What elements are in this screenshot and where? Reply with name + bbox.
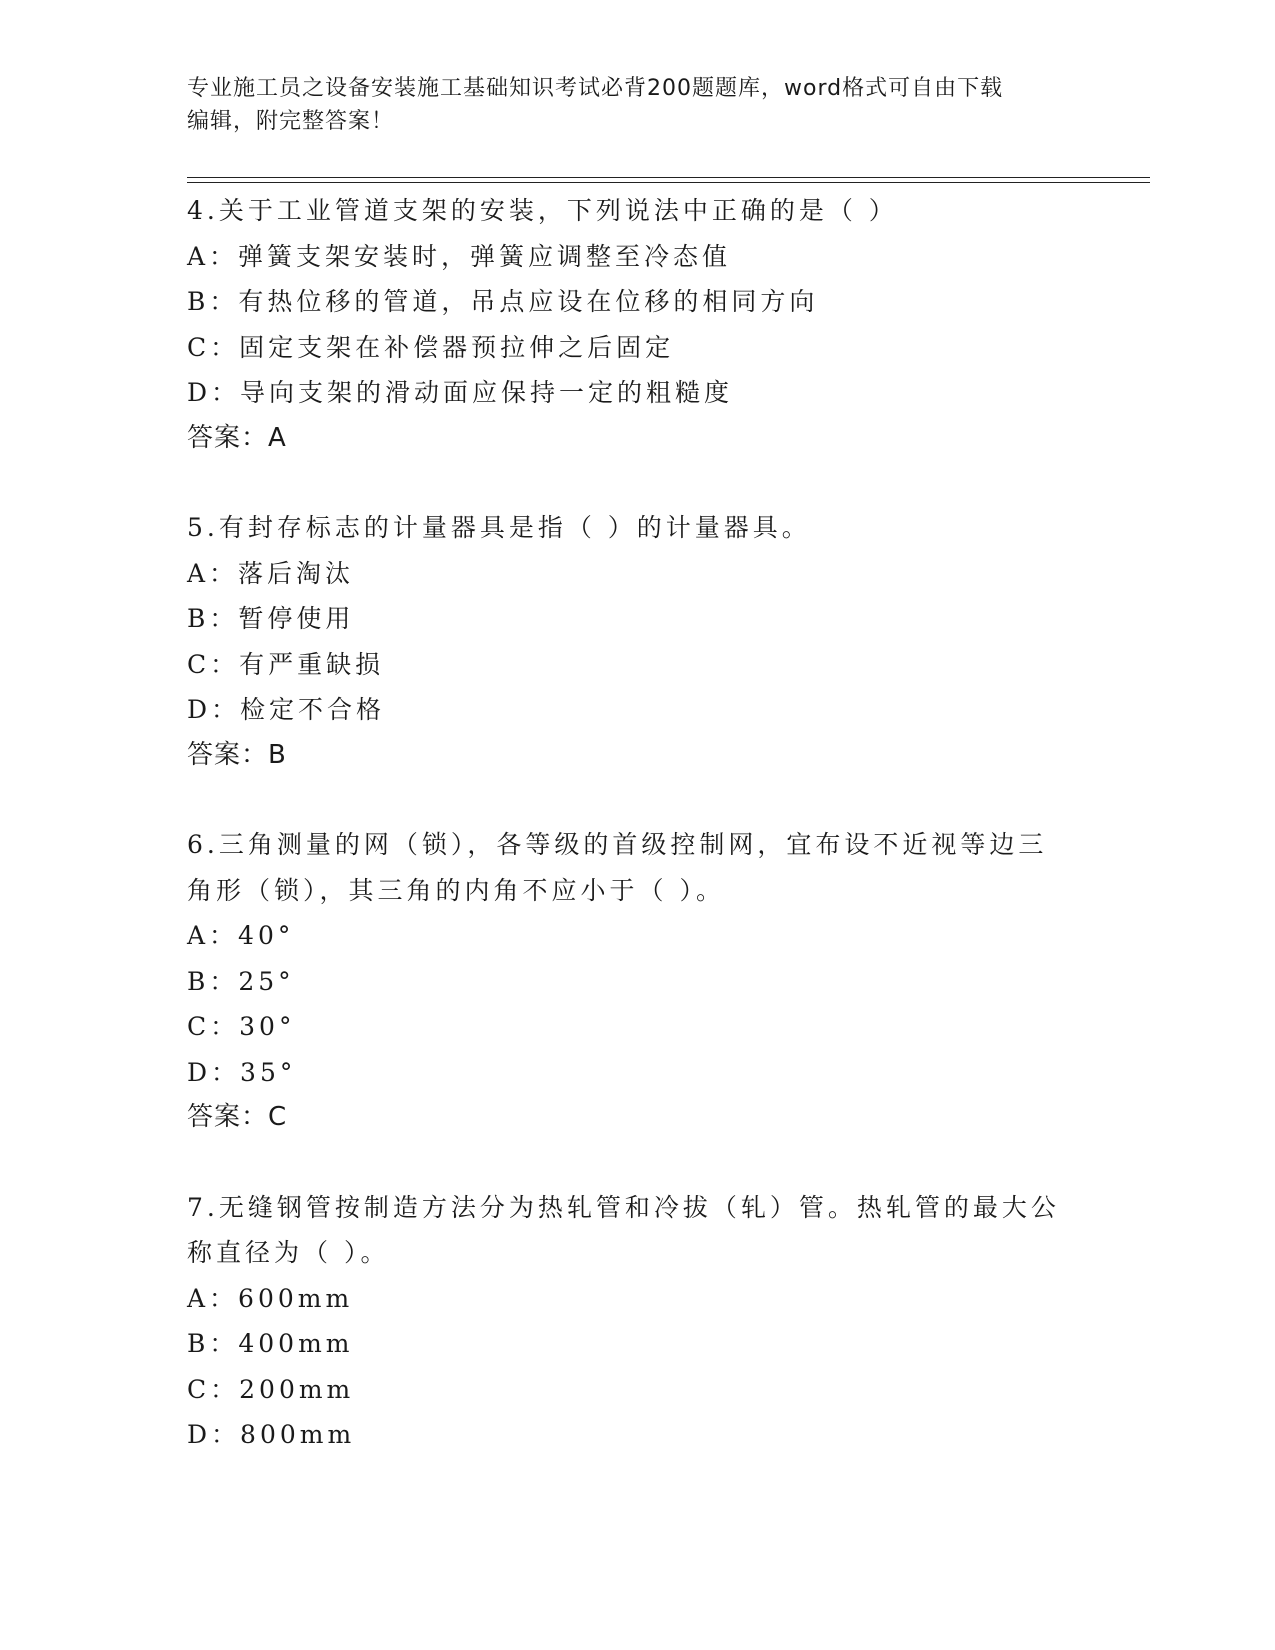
option-a: A：落后淘汰 bbox=[187, 558, 355, 588]
question-stem: 6.三角测量的网（锁），各等级的首级控制网，宜布设不近视等边三 bbox=[187, 830, 1048, 859]
option-d: D：35° bbox=[187, 1057, 297, 1087]
option-c: C：有严重缺损 bbox=[187, 649, 385, 679]
question-list bbox=[187, 188, 1087, 1458]
question-4 bbox=[187, 188, 1087, 461]
answer: 答案：A bbox=[187, 422, 287, 453]
answer: 答案：B bbox=[187, 739, 287, 770]
question-stem: 5.有封存标志的计量器具是指（ ）的计量器具。 bbox=[187, 513, 811, 542]
question-stem-cont: 角形（锁），其三角的内角不应小于（ ）。 bbox=[187, 875, 725, 905]
question-stem: 4.关于工业管道支架的安装，下列说法中正确的是（ ） bbox=[187, 196, 898, 225]
option-b: B：有热位移的管道，吊点应设在位移的相同方向 bbox=[187, 287, 819, 316]
header-line-2: 编辑，附完整答案！ bbox=[187, 109, 395, 134]
question-5 bbox=[187, 505, 1087, 778]
option-b: B：暂停使用 bbox=[187, 604, 355, 633]
header-line-1: 专业施工员之设备安装施工基础知识考试必背200题题库，word格式可自由下载 bbox=[187, 76, 1004, 101]
option-c: C：200mm bbox=[187, 1374, 355, 1404]
option-a: A：600mm bbox=[187, 1283, 354, 1313]
question-7 bbox=[187, 1185, 1087, 1458]
option-a: A：40° bbox=[187, 921, 295, 950]
option-c: C：固定支架在补偿器预拉伸之后固定 bbox=[187, 332, 675, 362]
option-d: D：检定不合格 bbox=[187, 695, 386, 724]
option-d: D：800mm bbox=[187, 1420, 356, 1449]
question-6 bbox=[187, 822, 1087, 1141]
answer: 答案：C bbox=[187, 1102, 288, 1132]
header-rule-bottom bbox=[187, 182, 1150, 183]
option-b: B：25° bbox=[187, 966, 295, 996]
option-a: A：弹簧支架安装时，弹簧应调整至冷态值 bbox=[187, 241, 732, 271]
option-c: C：30° bbox=[187, 1012, 296, 1041]
option-b: B：400mm bbox=[187, 1329, 354, 1358]
header-rule-top bbox=[187, 177, 1150, 178]
question-stem-cont: 称直径为（ ）。 bbox=[187, 1238, 390, 1267]
option-d: D：导向支架的滑动面应保持一定的粗糙度 bbox=[187, 378, 734, 407]
document-header bbox=[187, 72, 1067, 138]
question-stem: 7.无缝钢管按制造方法分为热轧管和冷拔（轧）管。热轧管的最大公 bbox=[187, 1192, 1060, 1222]
